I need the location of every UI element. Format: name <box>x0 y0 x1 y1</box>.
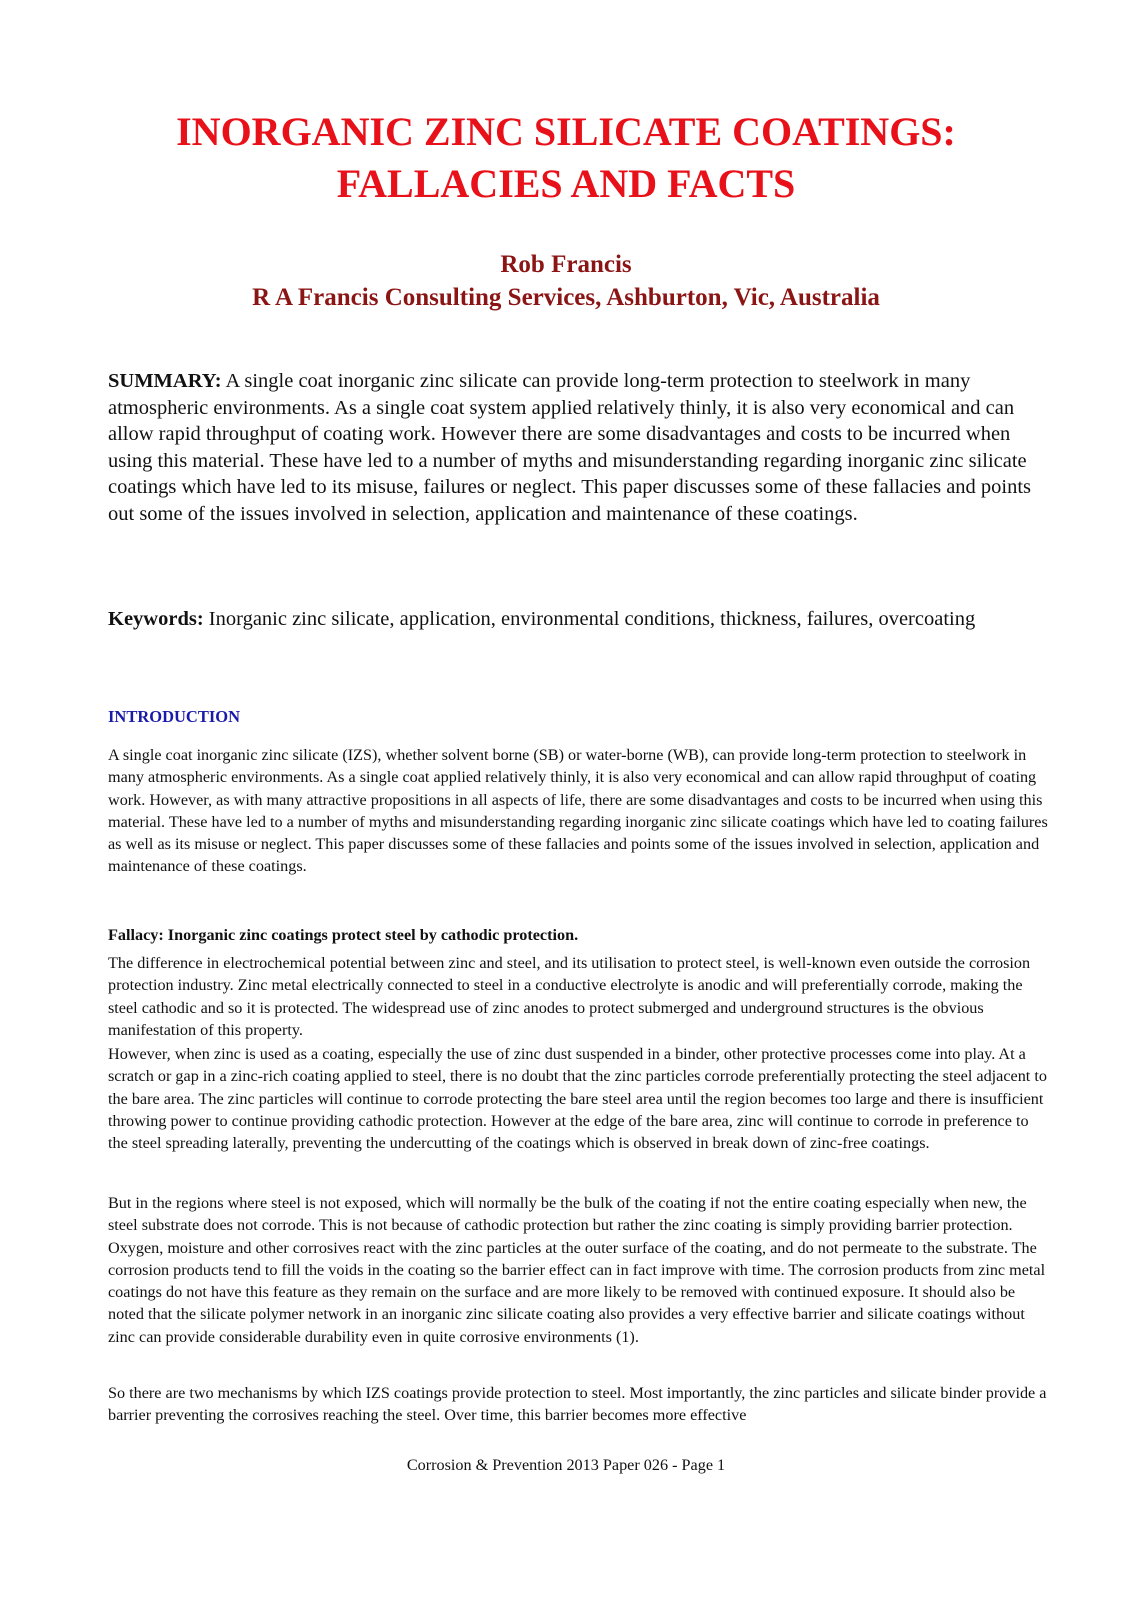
author-affiliation: R A Francis Consulting Services, Ashburton, Vic, Australia <box>252 284 880 311</box>
body-paragraph: But in the regions where steel is not exposed, which will normally be the bulk of the coating if not the entire coating especially when new, the steel substrate does not corrode. This is not because of cathodic protection but rather the zinc coating is simply providing barrier protection. Oxygen, moisture and other corrosives react with the zinc particles at the outer surface of the coating, and do not permeate to the substrate. The corrosion products tend to fill the voids in the coating so the barrier effect can in fact improve with time. The corrosion products from zinc metal coatings do not have this feature as they remain on the surface and are more likely to be removed with continued exposure. It should also be noted that the silicate polymer network in an inorganic zinc silicate coating also provides a very effective barrier and silicate coatings without zinc can provide considerable durability even in quite corrosive environments (1). <box>108 1194 1046 1346</box>
fallacy-heading: Fallacy: Inorganic zinc coatings protect steel by cathodic protection. <box>108 926 579 944</box>
author-name: Rob Francis <box>500 251 632 278</box>
keywords-label: Keywords: <box>108 608 204 630</box>
paper-title <box>106 106 1026 210</box>
body-paragraph: So there are two mechanisms by which IZS coatings provide protection to steel. Most importantly, the zinc particles and silicate binder provide a barrier preventing the corrosives reaching the steel. Over time, this barrier becomes more effective <box>108 1384 1047 1425</box>
keywords-paragraph <box>108 606 1008 633</box>
keywords-text: Inorganic zinc silicate, application, environmental conditions, thickness, failures, overcoating <box>208 608 976 630</box>
body-paragraph: The difference in electrochemical potential between zinc and steel, and its utilisation to protect steel, is well-known even outside the corrosion protection industry. Zinc metal electrically connected to steel in a conductive electrolyte is anodic and will preferentially corrode, making the steel cathodic and so it is protected. The widespread use of zinc anodes to protect submerged and underground structures is the obvious manifestation of this property. <box>108 954 1031 1039</box>
title-line-2: FALLACIES AND FACTS <box>336 161 796 206</box>
introduction-paragraph: A single coat inorganic zinc silicate (IZS), whether solvent borne (SB) or water-borne (WB), can provide long-term protection to steelwork in many atmospheric environments. As a single coat applied relatively thinly, it is also very economical and can allow rapid throughput of coating work. However, as with many attractive propositions in all aspects of life, there are some disadvantages and costs to be incurred when using this material. These have led to a number of myths and misunderstanding regarding inorganic zinc silicate coatings which have led to coating failures as well as its misuse or neglect. This paper discusses some of these fallacies and points some of the issues involved in selection, application and maintenance of these coatings. <box>108 746 1048 876</box>
section-heading-introduction: INTRODUCTION <box>108 707 241 726</box>
title-line-1: INORGANIC ZINC SILICATE COATINGS: <box>176 109 956 154</box>
author-block <box>106 248 1026 314</box>
summary-label: SUMMARY: <box>108 370 222 392</box>
summary-paragraph <box>108 368 1033 528</box>
body-paragraph: However, when zinc is used as a coating, especially the use of zinc dust suspended in a binder, other protective processes come into play. At a scratch or gap in a zinc-rich coating applied to steel, there is no doubt that the zinc particles corrode preferentially protecting the steel adjacent to the bare area. The zinc particles will continue to corrode protecting the bare steel area until the region becomes too large and there is insufficient throwing power to continue providing cathodic protection. However at the edge of the bare area, zinc will continue to corrode in preference to the steel spreading laterally, preventing the undercutting of the coatings which is observed in break down of zinc-free coatings. <box>108 1045 1047 1153</box>
summary-text: A single coat inorganic zinc silicate can provide long-term protection to steelwork in many atmospheric environments. As a single coat system applied relatively thinly, it is also very economical and can allow rapid throughput of coating work. However there are some disadvantages and costs to be incurred when using this material. These have led to a number of myths and misunderstanding regarding inorganic zinc silicate coatings which have led to its misuse, failures or neglect. This paper discusses some of these fallacies and points out some of the issues involved in selection, application and maintenance of these coatings. <box>108 370 1032 525</box>
page-footer: Corrosion & Prevention 2013 Paper 026 - Page 1 <box>406 1456 726 1474</box>
